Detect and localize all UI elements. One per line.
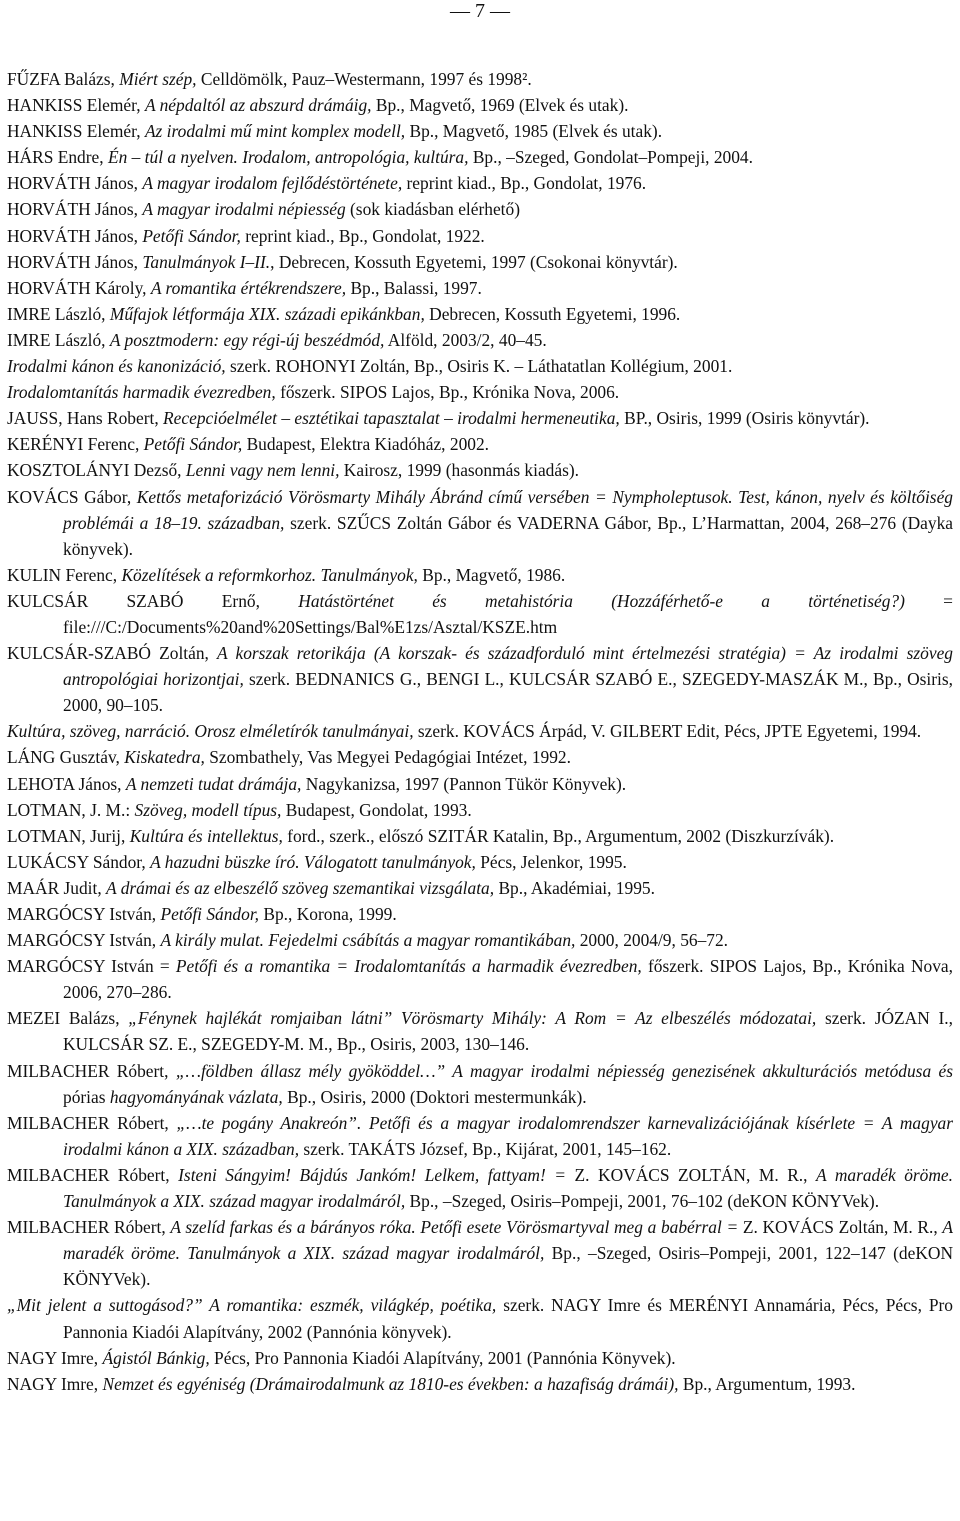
bibliography-entry xyxy=(7,223,953,249)
entry-text: Nagykanizsa, 1997 (Pannon Tükör Könyvek). xyxy=(301,773,627,794)
bibliography-entry xyxy=(7,196,953,222)
entry-text: szerk. ROHONYI Zoltán, Bp., Osiris K. – Láthatatlan Kollégium, 2001. xyxy=(225,356,733,377)
entry-text: FŰZFA Balázs, xyxy=(7,69,120,89)
bibliography-list xyxy=(7,66,953,1397)
entry-text: szerk. TAKÁTS József, Bp., Kijárat, 2001, 145–162. xyxy=(299,1138,672,1159)
entry-text: reprint kiad., Bp., Gondolat, 1976. xyxy=(402,173,647,194)
entry-text: Bp., –Szeged, Osiris–Pompeji, 2001, 122–147 (deKON KÖNYVek). xyxy=(63,1243,954,1290)
entry-text: Alföld, 2003/2, 40–45. xyxy=(384,329,547,350)
bibliography-entry xyxy=(7,1005,953,1057)
entry-title-text: Recepcióelmélet – esztétikai tapasztalat – irodalmi hermeneutika, xyxy=(163,408,620,429)
page-number: — 7 — xyxy=(450,0,510,22)
entry-text: KOVÁCS Gábor, xyxy=(7,486,137,507)
entry-text: főszerk. SIPOS Lajos, Bp., Krónika Nova, 2006. xyxy=(275,382,620,403)
entry-title-text: Én – túl a nyelven. Irodalom, antropológia, kultúra, xyxy=(107,147,469,168)
bibliography-entry xyxy=(7,327,953,353)
entry-title-text: Tanulmányok I–II. xyxy=(142,251,271,272)
entry-text: LOTMAN, J. M.: xyxy=(7,799,135,820)
entry-title-text: „Fénynek hajlékát romjaiban látni” Vörösmarty Mihály: A Rom = Az elbeszélés módozatai, xyxy=(128,1008,817,1029)
entry-text: (sok kiadásban elérhető) xyxy=(345,199,520,220)
entry-title-text: A király mulat. Fejedelmi csábítás a magyar romantikában, xyxy=(160,930,576,951)
bibliography-entry xyxy=(7,901,953,927)
entry-title-text: A romantika értékrendszere, xyxy=(150,277,347,298)
entry-title-text: Lenni vagy nem lenni, xyxy=(185,460,340,481)
entry-text: LOTMAN, Jurij, xyxy=(7,825,130,846)
entry-title-text: „…földben állasz mély gyököddel…” A magyar irodalmi népiesség genezisének akkulturációs metódusa és xyxy=(175,1060,953,1081)
entry-text: HORVÁTH János, xyxy=(7,251,143,272)
entry-title-text: Petőfi Sándor, xyxy=(142,225,241,246)
entry-text: MARGÓCSY István, xyxy=(7,904,161,924)
entry-title-text: A drámai és az elbeszélő szöveg szemantikai vizsgálata, xyxy=(106,877,495,898)
entry-text: Pécs, Jelenkor, 1995. xyxy=(475,851,627,872)
entry-text: Bp., Akadémiai, 1995. xyxy=(494,877,655,898)
entry-text: MILBACHER Róbert, xyxy=(7,1060,176,1081)
entry-text: Bp., –Szeged, Gondolat–Pompeji, 2004. xyxy=(468,147,753,168)
entry-text: LÁNG Gusztáv, xyxy=(7,747,125,768)
bibliography-entry xyxy=(7,1058,953,1110)
entry-text: JAUSS, Hans Robert, xyxy=(7,408,164,429)
entry-text: MILBACHER Róbert, xyxy=(7,1164,179,1185)
entry-title-text: Hatástörténet és metahistória (Hozzáférhető-e a történetiség?) xyxy=(298,590,905,611)
entry-title-text: Kultúra és intellektus, xyxy=(129,825,283,846)
entry-text: HORVÁTH János, xyxy=(7,199,143,220)
entry-text: MILBACHER Róbert, xyxy=(7,1112,177,1133)
entry-title-text: Petőfi Sándor, xyxy=(143,434,243,455)
entry-text: KERÉNYI Ferenc, xyxy=(7,434,144,455)
bibliography-entry xyxy=(7,640,953,718)
bibliography-entry xyxy=(7,1110,953,1162)
entry-text: szerk. SZŰCS Zoltán Gábor és VADERNA Gábor, Bp., L’Harmattan, 2004, 268–276 (Dayka könyvek). xyxy=(63,512,954,559)
entry-text: szerk. JÓZAN I., KULCSÁR SZ. E., SZEGEDY-M. M., Bp., Osiris, 2003, 130–146. xyxy=(63,1008,953,1055)
bibliography-entry xyxy=(7,170,953,196)
entry-text: Debrecen, Kossuth Egyetemi, 1996. xyxy=(424,303,681,324)
entry-text: IMRE László, xyxy=(7,303,110,324)
bibliography-entry xyxy=(7,275,953,301)
entry-text: szerk. KOVÁCS Árpád, V. GILBERT Edit, Pécs, JPTE Egyetemi, 1994. xyxy=(413,721,922,742)
bibliography-entry xyxy=(7,92,953,118)
bibliography-entry xyxy=(7,484,953,562)
entry-text: Bp., Magvető, 1969 (Elvek és utak). xyxy=(371,95,629,116)
entry-text: Celldömölk, Pauz–Westermann, 1997 és 1998². xyxy=(196,69,532,89)
entry-title-text: Petőfi és a romantika = Irodalomtanítás a harmadik évezredben, xyxy=(175,956,642,977)
entry-title-text: A magyar irodalom fejlődéstörténete, xyxy=(142,173,403,194)
bibliography-entry xyxy=(7,744,953,770)
entry-title-text: A korszak retorikája (A korszak- és századforduló mint értelmezési stratégia) = Az irodalmi szöveg antropológiai horizontjai, xyxy=(63,643,954,690)
entry-text: MILBACHER Róbert, xyxy=(7,1217,171,1238)
entry-text: Z. KOVÁCS Zoltán, M. R., xyxy=(742,1217,943,1238)
entry-text: HANKISS Elemér, xyxy=(7,121,145,142)
bibliography-entry xyxy=(7,144,953,170)
entry-text: HORVÁTH János, xyxy=(7,225,143,246)
entry-text: ford., szerk., előszó SZITÁR Katalin, Bp., Argumentum, 2002 (Diszkurzívák). xyxy=(282,825,835,846)
entry-title-text: A hazudni büszke író. Válogatott tanulmányok, xyxy=(150,851,476,872)
bibliography-entry xyxy=(7,588,953,640)
entry-text: MAÁR Judit, xyxy=(7,877,107,898)
entry-title-text: A népdaltól az abszurd drámáig, xyxy=(144,95,372,116)
entry-text: HÁRS Endre, xyxy=(7,147,108,168)
bibliography-entry xyxy=(7,1214,953,1292)
bibliography-entry xyxy=(7,1345,953,1371)
entry-text: NAGY Imre, xyxy=(7,1373,103,1394)
entry-text: szerk. BEDNANICS G., BENGI L., KULCSÁR SZABÓ E., SZEGEDY-MASZÁK M., Bp., Osiris, 2000, 90–105. xyxy=(63,669,954,716)
entry-title-text: hagyományának vázlata, xyxy=(109,1086,283,1107)
entry-text: MEZEI Balázs, xyxy=(7,1008,129,1029)
entry-text: KULIN Ferenc, xyxy=(7,564,122,585)
entry-text: Bp., Korona, 1999. xyxy=(259,904,397,924)
entry-text: Bp., –Szeged, Osiris–Pompeji, 2001, 76–102 (deKON KÖNYVek). xyxy=(405,1191,880,1212)
entry-text: KULCSÁR SZABÓ Ernő, xyxy=(7,590,299,611)
entry-title-text: Miért szép, xyxy=(119,69,197,89)
entry-text: Z. KOVÁCS ZOLTÁN, M. R., xyxy=(574,1164,817,1185)
entry-title-text: Az irodalmi mű mint komplex modell, xyxy=(144,121,406,142)
bibliography-entry xyxy=(7,1162,953,1214)
entry-text: = file:///C:/Documents%20and%20Settings/Bal%E1zs/Asztal/KSZE.htm xyxy=(63,590,953,637)
entry-text: MARGÓCSY István = xyxy=(7,956,176,977)
entry-title-text: Szöveg, modell típus, xyxy=(134,799,282,820)
entry-title-text: Irodalomtanítás harmadik évezredben, xyxy=(7,382,276,403)
bibliography-entry xyxy=(7,1292,953,1344)
bibliography-entry xyxy=(7,301,953,327)
entry-text: HANKISS Elemér, xyxy=(7,95,145,116)
entry-title-text: A nemzeti tudat drámája, xyxy=(125,773,302,794)
bibliography-entry xyxy=(7,849,953,875)
bibliography-entry xyxy=(7,457,953,483)
bibliography-entry xyxy=(7,1371,953,1397)
entry-title-text: Műfajok létformája XIX. századi epikánkban, xyxy=(109,303,425,324)
entry-title-text: Nemzet és egyéniség (Drámairodalmunk az 1810-es években: a hazafiság drámái), xyxy=(102,1373,679,1394)
entry-title-text: Közelítések a reformkorhoz. Tanulmányok, xyxy=(121,564,418,585)
entry-text: Szombathely, Vas Megyei Pedagógiai Intézet, 1992. xyxy=(204,747,571,768)
entry-title-text: A maradék öröme. Tanulmányok a XIX. század magyar irodalmáról, xyxy=(63,1217,953,1264)
bibliography-entry xyxy=(7,562,953,588)
entry-title-text: „…te pogány Anakreón”. Petőfi és a magyar irodalomrendszer karnevalizációjának kísérlete = A magyar irodalmi kánon a XIX. században, xyxy=(63,1112,953,1159)
entry-text: Pécs, Pro Pannonia Kiadói Alapítvány, 2001 (Pannónia Könyvek). xyxy=(209,1347,676,1368)
bibliography-entry xyxy=(7,927,953,953)
entry-text: BP., Osiris, 1999 (Osiris könyvtár). xyxy=(619,408,870,429)
bibliography-entry xyxy=(7,823,953,849)
bibliography-entry xyxy=(7,405,953,431)
entry-title-text: Ágistól Bánkig, xyxy=(102,1347,210,1368)
entry-text: , Debrecen, Kossuth Egyetemi, 1997 (Csokonai könyvtár). xyxy=(270,251,678,272)
entry-title-text: A magyar irodalmi népiesség xyxy=(142,199,346,220)
entry-text: HORVÁTH Károly, xyxy=(7,277,151,298)
entry-title-text: Kultúra, szöveg, narráció. Orosz elméletírók tanulmányai, xyxy=(7,721,414,742)
entry-text: reprint kiad., Bp., Gondolat, 1922. xyxy=(240,225,485,246)
entry-title-text: Petőfi Sándor, xyxy=(160,904,260,924)
entry-text: Bp., Osiris, 2000 (Doktori mestermunkák). xyxy=(282,1086,587,1107)
entry-title-text: Irodalmi kánon és kanonizáció, xyxy=(7,356,226,377)
entry-text: Bp., Magvető, 1985 (Elvek és utak). xyxy=(405,121,663,142)
entry-title-text: Isteni Sángyim! Bájdús Jankóm! Lelkem, fattyam! = xyxy=(178,1164,575,1185)
entry-text: IMRE László, xyxy=(7,329,110,350)
entry-text: LUKÁCSY Sándor, xyxy=(7,851,151,872)
entry-text: LEHOTA János, xyxy=(7,773,126,794)
bibliography-entry xyxy=(7,118,953,144)
bibliography-entry xyxy=(7,379,953,405)
entry-title-text: „Mit jelent a suttogásod?” A romantika: eszmék, világkép, poétika, xyxy=(7,1295,497,1316)
entry-title-text: A maradék öröme. Tanulmányok a XIX. század magyar irodalmáról, xyxy=(63,1164,953,1212)
bibliography-entry xyxy=(7,66,953,92)
entry-text: MARGÓCSY István, xyxy=(7,930,161,951)
bibliography-entry xyxy=(7,718,953,744)
entry-text: szerk. NAGY Imre és MERÉNYI Annamária, Pécs, Pécs, Pro Pannonia Kiadói Alapítvány, 2002 (Pannónia könyvek). xyxy=(63,1295,953,1342)
entry-text: KULCSÁR-SZABÓ Zoltán, xyxy=(7,643,218,664)
bibliography-entry xyxy=(7,797,953,823)
bibliography-entry xyxy=(7,771,953,797)
entry-title-text: Kiskatedra, xyxy=(124,747,205,768)
bibliography-entry xyxy=(7,353,953,379)
bibliography-entry xyxy=(7,953,953,1005)
entry-text: Budapest, Gondolat, 1993. xyxy=(281,799,472,820)
entry-text: Bp., Argumentum, 1993. xyxy=(678,1373,856,1394)
entry-text: főszerk. SIPOS Lajos, Bp., Krónika Nova, 2006, 270–286. xyxy=(63,956,953,1003)
entry-text: 2000, 2004/9, 56–72. xyxy=(575,930,729,951)
entry-text: Bp., Balassi, 1997. xyxy=(346,277,482,298)
entry-text: HORVÁTH János, xyxy=(7,173,143,194)
entry-text: Bp., Magvető, 1986. xyxy=(417,564,566,585)
entry-text: NAGY Imre, xyxy=(7,1347,103,1368)
bibliography-entry xyxy=(7,875,953,901)
entry-title-text: A szelíd farkas és a bárányos róka. Petőfi esete Vörösmartyval meg a babérral = xyxy=(170,1217,743,1238)
entry-title-text: A posztmodern: egy régi-új beszédmód, xyxy=(109,329,385,350)
entry-text: pórias xyxy=(63,1086,110,1107)
bibliography-entry xyxy=(7,431,953,457)
entry-title-text: Kettős metaforizáció Vörösmarty Mihály Ábránd című versében = Nympholeptusok. Test, kánon, nyelv és költőiség problémái a 18–19. században, xyxy=(63,486,953,533)
entry-text: KOSZTOLÁNYI Dezső, xyxy=(7,460,186,481)
entry-text: Budapest, Elektra Kiadóház, 2002. xyxy=(242,434,489,455)
entry-text: Kairosz, 1999 (hasonmás kiadás). xyxy=(339,460,579,481)
bibliography-entry xyxy=(7,249,953,275)
